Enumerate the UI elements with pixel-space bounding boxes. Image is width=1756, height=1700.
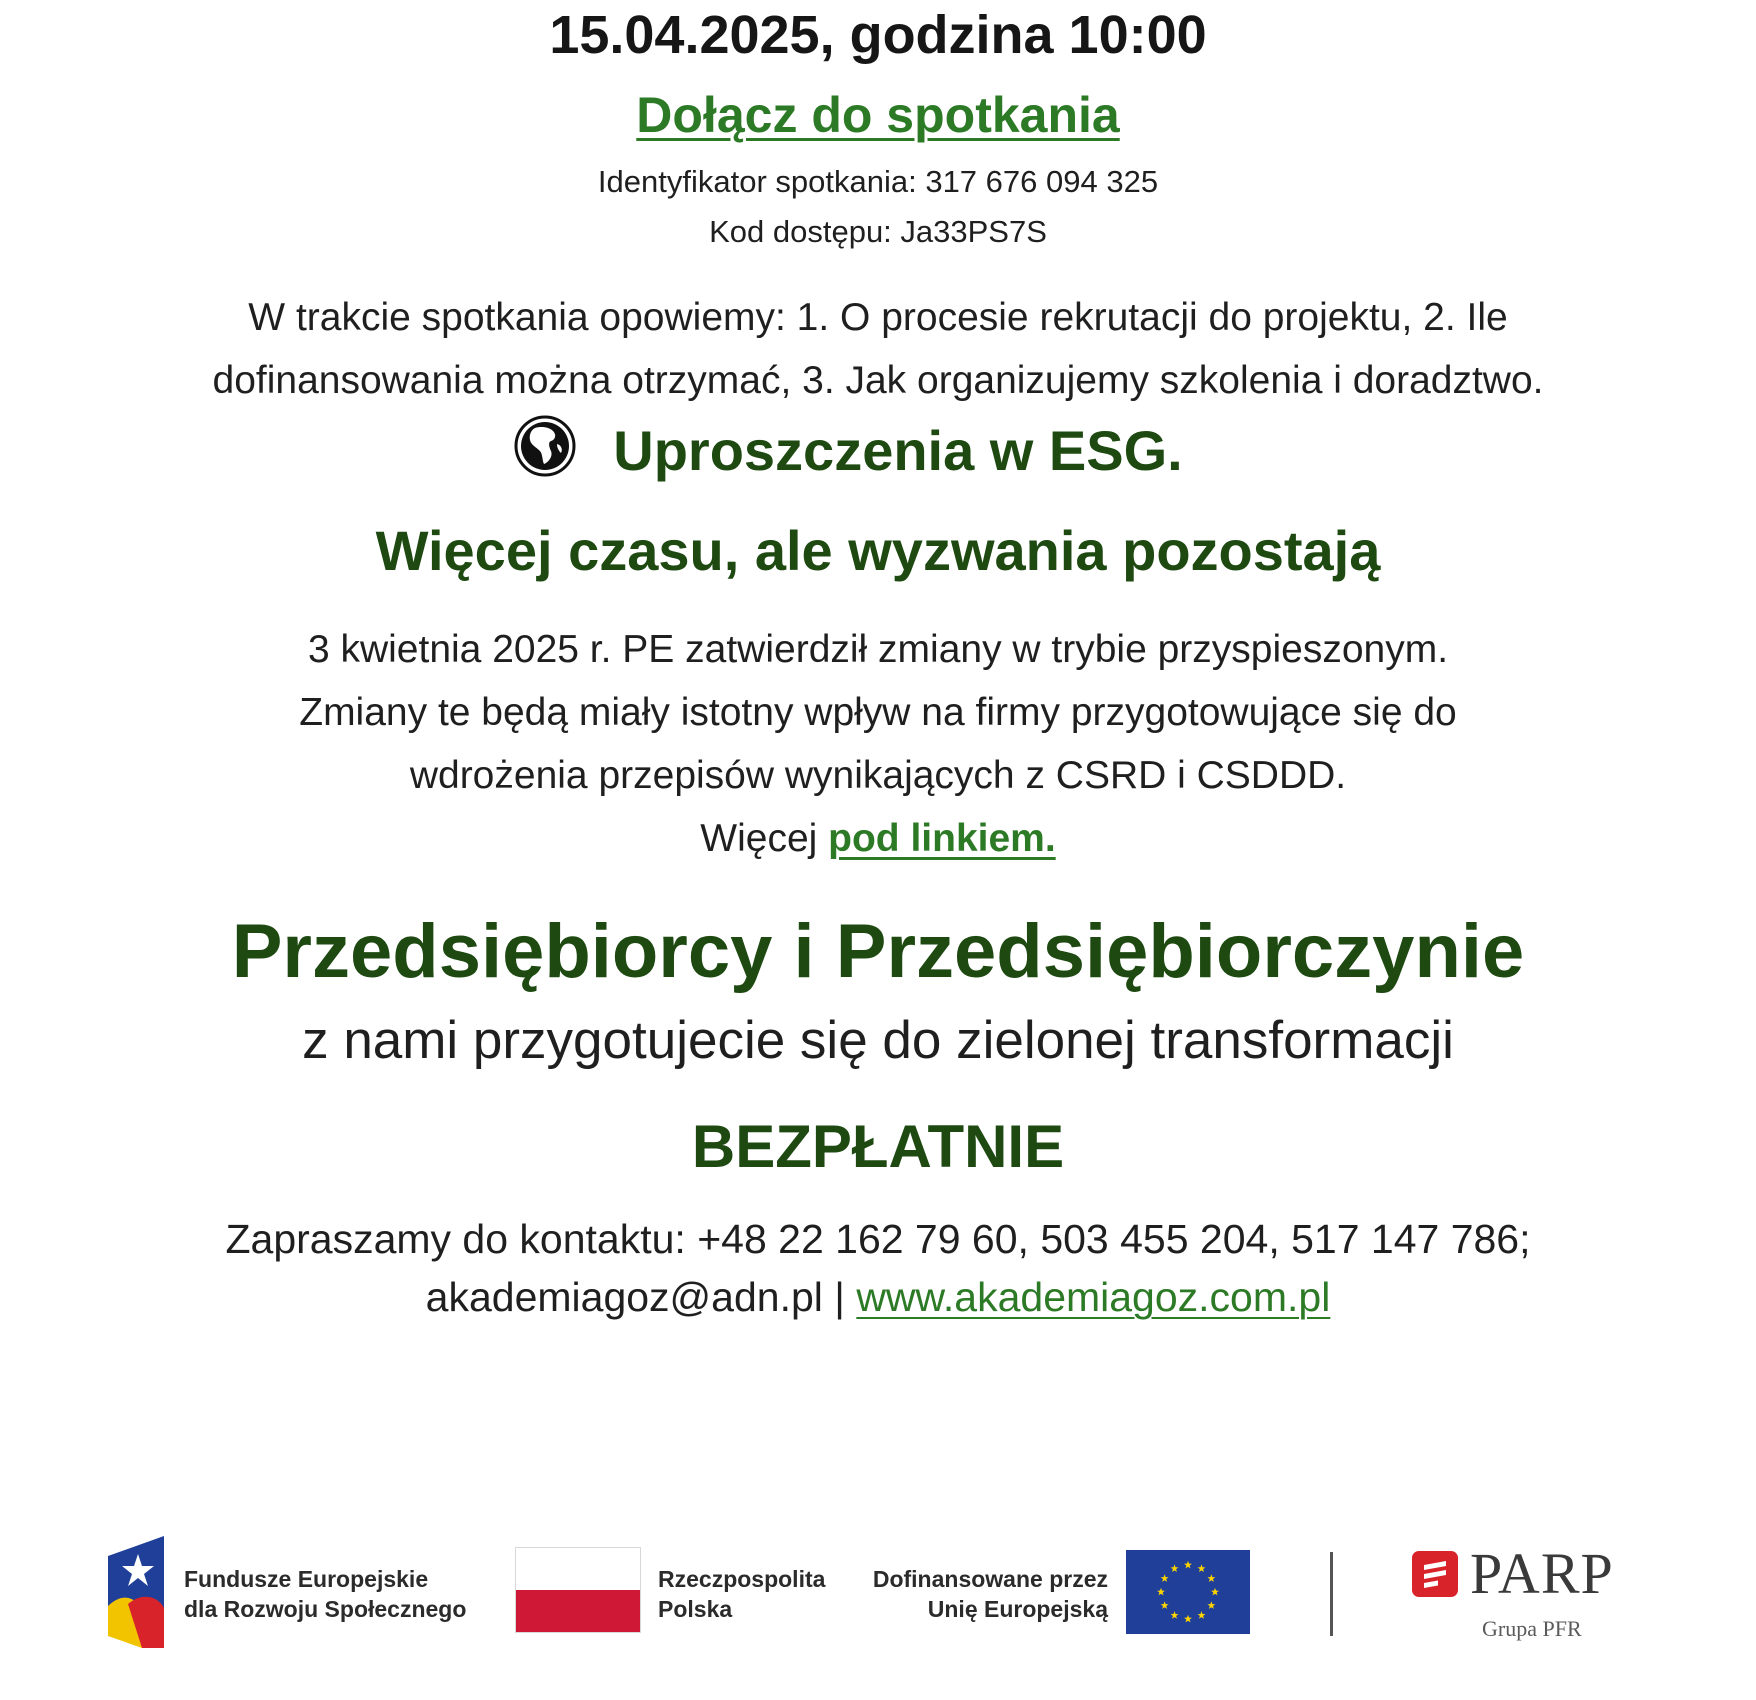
promo-free: BEZPŁATNIE <box>691 1113 1065 1180</box>
fe-label-line-1: Fundusze Europejskie <box>184 1566 429 1592</box>
fe-label-line-2: dla Rozwoju Społecznego <box>184 1596 467 1622</box>
esg-news-line-3: wdrożenia przepisów wynikających z CSRD i CSDDD. <box>409 754 1347 797</box>
contact-line-2 <box>0 1268 1756 1326</box>
footer-divider <box>1330 1552 1333 1636</box>
parp-name: PARP <box>1470 1541 1614 1606</box>
website-link[interactable]: www.akademiagoz.com.pl <box>856 1274 1331 1320</box>
promo-title: Przedsiębiorcy i Przedsiębiorczynie <box>231 909 1525 994</box>
eu-label-line-2: Unię Europejską <box>927 1596 1108 1622</box>
esg-news-line-1: 3 kwietnia 2025 r. PE zatwierdził zmiany w trybie przyspieszonym. <box>307 628 1449 671</box>
eu-label-line-1: Dofinansowane przez <box>872 1566 1108 1592</box>
polish-flag-white <box>516 1548 640 1590</box>
parp-group-label: Grupa PFR <box>1482 1616 1582 1641</box>
agenda-line-2: dofinansowania można otrzymać, 3. Jak organizujemy szkolenia i doradztwo. <box>212 359 1544 402</box>
pl-label-line-1: Rzeczpospolita <box>658 1566 826 1592</box>
pl-label-line-2: Polska <box>658 1596 733 1622</box>
access-code: Kod dostępu: Ja33PS7S <box>709 214 1047 249</box>
esg-news <box>0 618 1756 870</box>
esg-title: Uproszczenia w ESG. <box>613 419 1183 482</box>
fundusze-europejskie-logo-icon <box>108 1536 168 1648</box>
esg-more-link[interactable]: pod linkiem. <box>828 817 1056 860</box>
polish-flag-icon <box>516 1548 640 1632</box>
polish-flag-red <box>516 1590 640 1632</box>
esg-more-prefix: Więcej <box>700 817 829 860</box>
meeting-id: Identyfikator spotkania: 317 676 094 325 <box>597 164 1159 199</box>
contact-separator: | <box>822 1274 857 1320</box>
promo-tagline: z nami przygotujecie się do zielonej transformacji <box>302 1011 1454 1070</box>
esg-more-row <box>0 807 1756 870</box>
rzeczpospolita-label <box>658 1564 825 1624</box>
fundusze-europejskie-label <box>184 1564 466 1624</box>
contact-email[interactable]: akademiagoz@adn.pl <box>425 1274 823 1320</box>
parp-logo-icon <box>1412 1551 1458 1597</box>
join-meeting-link[interactable]: Dołącz do spotkania <box>636 87 1120 143</box>
esg-subtitle: Więcej czasu, ale wyzwania pozostają <box>375 519 1381 582</box>
join-link-row <box>0 86 1756 144</box>
contact-block <box>0 1210 1756 1326</box>
eu-funding-label <box>864 1564 1108 1624</box>
contact-phones: Zapraszamy do kontaktu: +48 22 162 79 60, 503 455 204, 517 147 786; <box>225 1216 1531 1262</box>
eu-flag-icon <box>1126 1550 1250 1634</box>
agenda-text <box>0 286 1756 412</box>
agenda-line-1: W trakcie spotkania opowiemy: 1. O procesie rekrutacji do projektu, 2. Ile <box>248 296 1508 339</box>
esg-news-line-2: Zmiany te będą miały istotny wpływ na firmy przygotowujące się do <box>299 691 1457 734</box>
meeting-datetime: 15.04.2025, godzina 10:00 <box>549 5 1207 65</box>
